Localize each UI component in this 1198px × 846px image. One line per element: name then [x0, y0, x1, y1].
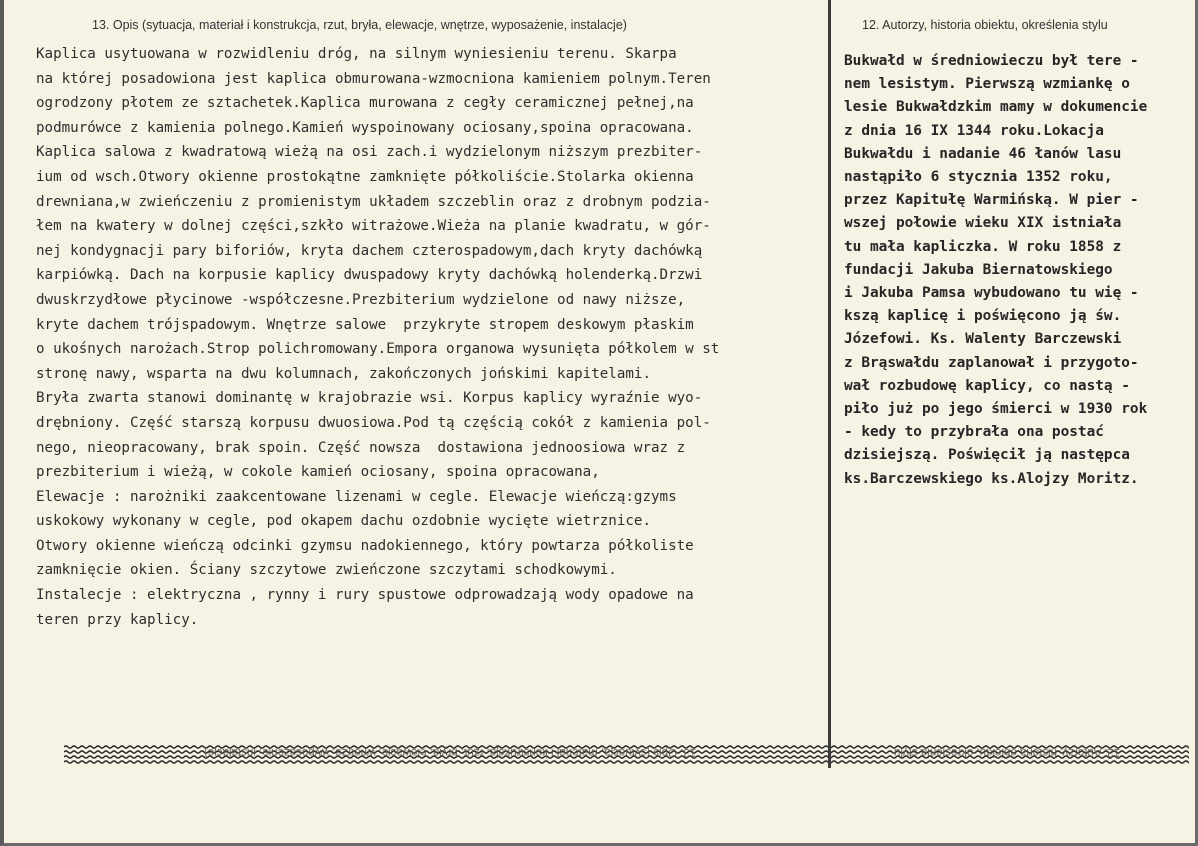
description-line: uskokowy wykonany w cegle, pod okapem dachu ozdobnie wycięte wietrznice.	[36, 513, 651, 530]
history-line: z dnia 16 IX 1344 roku.Lokacja	[844, 122, 1104, 139]
column-divider	[828, 0, 831, 762]
description-line: drewniana,w zwieńczeniu z promienistym układem szczeblin oraz z drobnym podzia-	[36, 193, 711, 210]
history-line: wszej połowie wieku XIX istniała	[844, 215, 1122, 232]
description-line: Instalecje : elektryczna , rynny i rury spustowe odprowadzają wody opadowe na	[36, 587, 694, 604]
history-line: - kedy to przybrała ona postać	[844, 424, 1104, 441]
history-line: z Brąswałdu zaplanował i przygoto-	[844, 354, 1139, 371]
description-line: łem na kwatery w dolnej części,szkło witrażowe.Wieża na planie kwadratu, w gór-	[36, 218, 711, 235]
history-line: fundacji Jakuba Biernatowskiego	[844, 261, 1113, 278]
description-text	[36, 42, 719, 632]
description-line: karpiówką. Dach na korpusie kaplicy dwuspadowy kryty dachówką holenderką.Drzwi	[36, 267, 703, 284]
description-line: kryte dachem trójspadowym. Wnętrze salowe przykryte stropem deskowym płaskim	[36, 316, 694, 333]
history-text	[844, 50, 1147, 491]
description-line: dwuskrzydłowe płycinowe -współczesne.Prezbiterium wydzielone od nawy niższe,	[36, 291, 686, 308]
history-line: piło już po jego śmierci w 1930 rok	[844, 401, 1148, 418]
description-line: Kaplica usytuowana w rozwidleniu dróg, na silnym wyniesieniu terenu. Skarpa	[36, 46, 677, 62]
description-line: Elewacje : narożniki zaakcentowane lizenami w cegle. Elewacje wieńczą:gzyms	[36, 488, 677, 505]
history-line: przez Kapitułę Warmińską. W pier -	[844, 192, 1139, 209]
history-line: kszą kaplicę i poświęcono ją św.	[844, 308, 1122, 325]
description-line: zamknięcie okien. Ściany szczytowe zwieńczone szczytami schodkowymi.	[36, 562, 617, 579]
description-line: prezbiterium i wieżą, w cokole kamień ociosany, spoina opracowana,	[36, 464, 600, 481]
history-line: ks.Barczewskiego ks.Alojzy Moritz.	[844, 470, 1139, 487]
history-line: wał rozbudowę kaplicy, co nastą -	[844, 377, 1130, 394]
mirrored-header-left: 13. Opis (sytuacja, materiał i konstrukcja, rzut, bryła, elewacje, wnętrze, wyposażenie, instalacje)	[204, 746, 697, 758]
description-line: teren przy kaplicy.	[36, 611, 199, 628]
description-line: Kaplica salowa z kwadratową wieżą na osi zach.i wydzielonym niższym prezbiter-	[36, 144, 703, 161]
history-line: nem lesistym. Pierwszą wzmiankę o	[844, 76, 1130, 93]
description-line: ogrodzony płotem ze sztachetek.Kaplica murowana z cegły ceramicznej pełnej,na	[36, 95, 694, 112]
section-12-header: 12. Autorzy, historia obiektu, określenia stylu	[862, 18, 1108, 32]
description-line: o ukośnych narożach.Strop polichromowany.Empora organowa wysunięta półkolem w st	[36, 341, 720, 358]
description-line: ium od wsch.Otwory okienne prostokątne zamknięte półkoliście.Stolarka okienna	[36, 168, 694, 185]
divider-tail	[828, 742, 831, 768]
history-line: Bukwałdu i nadanie 46 łanów lasu	[844, 145, 1122, 162]
history-line: i Jakuba Pamsa wybudowano tu wię -	[844, 285, 1139, 302]
history-line: dzisiejszą. Poświęcił ją następca	[844, 447, 1130, 464]
history-line: Bukwałd w średniowieczu był tere -	[844, 53, 1139, 69]
wave-line	[64, 761, 1189, 763]
history-line: nastąpiło 6 stycznia 1352 roku,	[844, 169, 1113, 186]
description-line: na której posadowiona jest kaplica obmurowana-wzmocniona kamieniem polnym.Teren	[36, 70, 711, 87]
history-line: lesie Bukwałdzkim mamy w dokumencie	[844, 99, 1148, 116]
description-line: Otwory okienne wieńczą odcinki gzymsu nadokiennego, który powtarza półkoliste	[36, 537, 694, 554]
section-13-header: 13. Opis (sytuacja, materiał i konstrukcja, rzut, bryła, elewacje, wnętrze, wyposażenie, instalacje)	[92, 18, 627, 32]
description-line: Bryła zwarta stanowi dominantę w krajobrazie wsi. Korpus kaplicy wyraźnie wyo-	[36, 390, 703, 407]
description-line: nej kondygnacji pary biforiów, kryta dachem czterospadowym,dach kryty dachówką	[36, 242, 703, 259]
history-line: Józefowi. Ks. Walenty Barczewski	[844, 331, 1122, 348]
history-line: tu mała kapliczka. W roku 1858 z	[844, 238, 1122, 255]
description-line: drębniony. Część starszą korpusu dwuosiowa.Pod tą częścią cokół z kamienia pol-	[36, 414, 711, 431]
description-line: podmurówce z kamienia polnego.Kamień wyspoinowany ociosany,spoina opracowana.	[36, 119, 694, 136]
mirrored-header-right: 12. Autorzy, historia obiektu, określenia stylu	[894, 746, 1121, 758]
description-line: stronę nawy, wsparta na dwu kolumnach, zakończonych jońskimi kapitelami.	[36, 365, 651, 382]
description-line: nego, nieopracowany, brak spoin. Część nowsza dostawiona jednoosiowa wraz z	[36, 439, 686, 456]
